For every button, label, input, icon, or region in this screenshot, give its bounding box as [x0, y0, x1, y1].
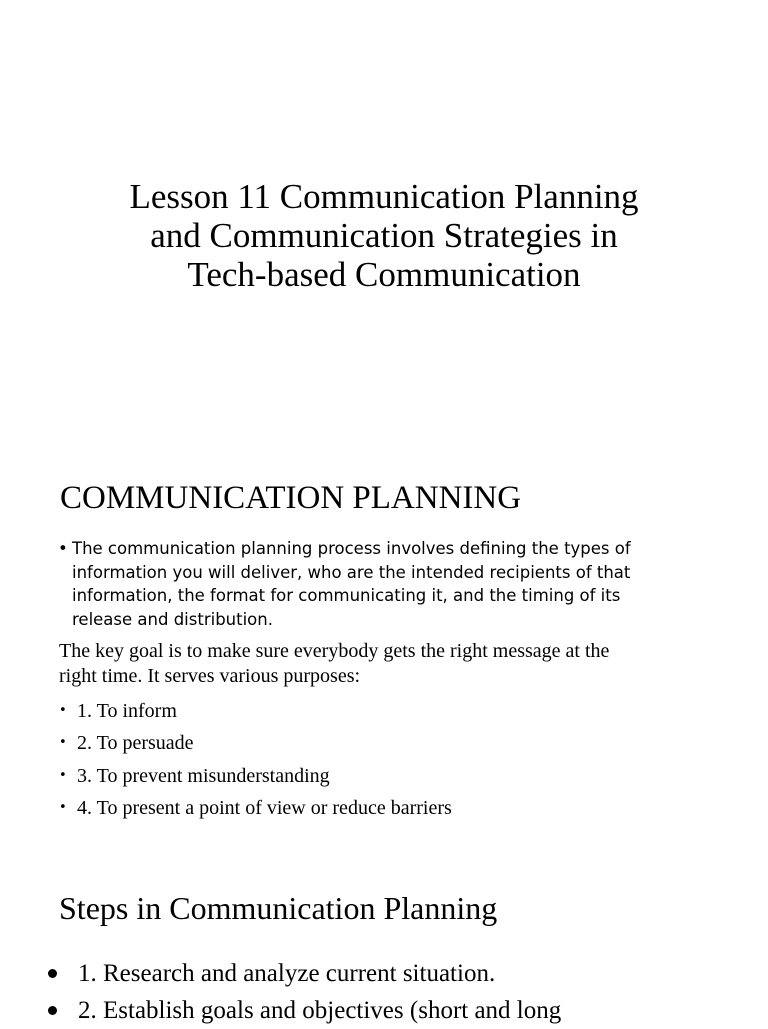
definition-line: The communication planning process involves defining the types of [72, 539, 631, 558]
definition-text [72, 537, 708, 631]
steps-list [46, 955, 766, 1029]
purpose-item [59, 792, 739, 824]
purpose-label: 4. To present a point of view or reduce barriers [77, 796, 452, 819]
key-goal-line: The key goal is to make sure everybody gets the right message at the [59, 640, 610, 662]
purposes-list [59, 695, 739, 824]
key-goal-line: right time. It serves various purposes: [59, 665, 361, 687]
definition-bullet [58, 537, 708, 631]
steps-heading: Steps in Communication Planning [59, 890, 498, 926]
purpose-label: 2. To persuade [77, 732, 194, 755]
bullet-marker: • [59, 703, 67, 718]
bullet-marker: • [59, 767, 67, 783]
definition-line: information you will deliver, who are the intended recipients of that [72, 562, 631, 582]
purpose-label: 1. To inform [77, 700, 177, 722]
lesson-title-line: and Communication Strategies in [150, 216, 618, 255]
lesson-title [84, 177, 684, 294]
bullet-dot [48, 969, 57, 978]
step-item [46, 992, 766, 1029]
definition-line: release and distribution. [72, 609, 273, 629]
purpose-label: 3. To prevent misunderstanding [77, 764, 330, 787]
title-slide [0, 0, 768, 440]
definition-line: information, the format for communicating it, and the timing of its [72, 586, 621, 605]
bullet-marker: • [58, 539, 68, 558]
lesson-title-line: Tech-based Communication [187, 255, 581, 294]
bullet-dot [48, 1006, 57, 1015]
purpose-item [59, 695, 739, 727]
purpose-item [59, 727, 739, 759]
key-goal-paragraph [59, 639, 739, 689]
purpose-item [59, 760, 739, 792]
bullet-marker: • [59, 799, 67, 815]
step-label: 2. Establish goals and objectives (short and long [78, 997, 562, 1024]
step-item [46, 955, 766, 992]
step-label: 1. Research and analyze current situation. [78, 960, 496, 987]
bullet-marker: • [59, 735, 67, 751]
communication-planning-heading: COMMUNICATION PLANNING [60, 480, 522, 516]
lesson-title-line: Lesson 11 Communication Planning [129, 177, 639, 216]
